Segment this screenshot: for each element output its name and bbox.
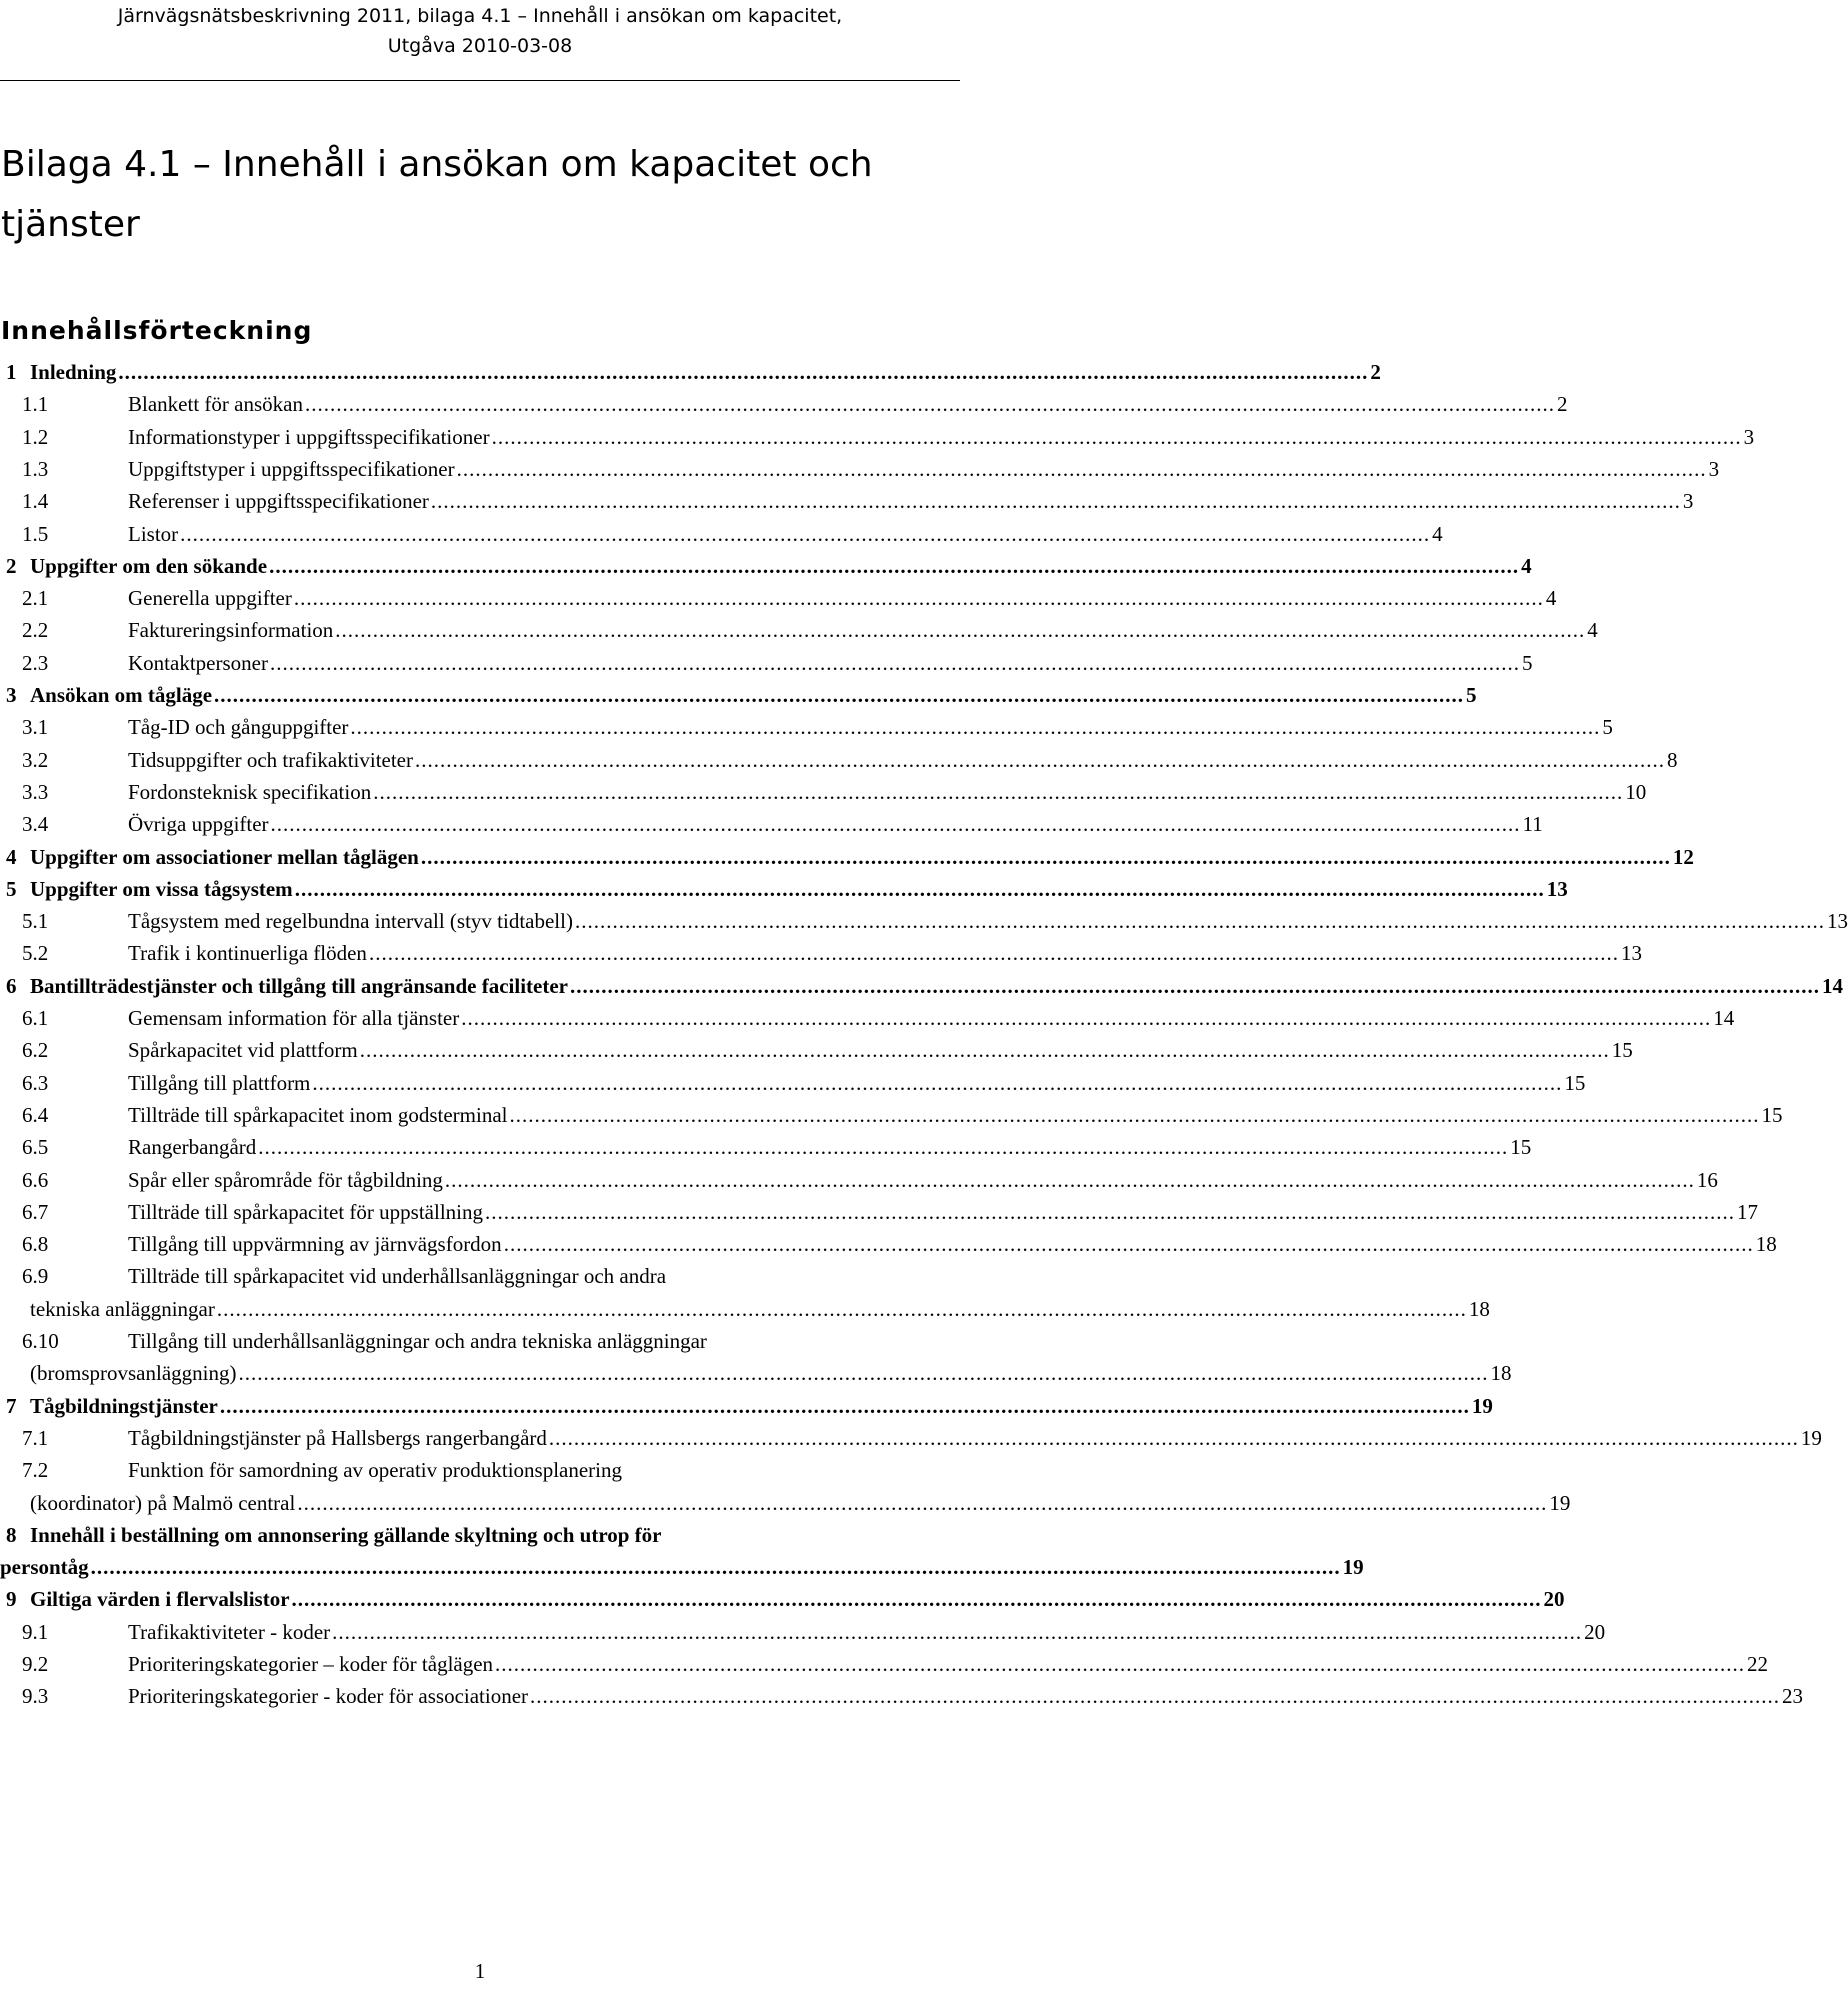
toc-entry-page: 13	[1546, 876, 1568, 901]
toc-dot-leader: ........................................................................................................................................................................................................	[219, 1393, 1470, 1418]
toc-entry-page: 14	[1821, 973, 1843, 998]
toc-entry-title: Tillträde till spårkapacitet vid underhållsanläggningar och andra	[128, 1264, 667, 1289]
toc-dot-leader: ........................................................................................................................................................................................................	[258, 1135, 1509, 1160]
toc-entry-number: 9.1	[22, 1619, 49, 1644]
toc-entry-page: 23	[1782, 1684, 1804, 1709]
toc-entry[interactable]	[0, 518, 1443, 550]
toc-entry[interactable]	[0, 776, 1647, 808]
toc-entry-page: 4	[1521, 553, 1532, 578]
toc-entry[interactable]	[0, 1680, 1804, 1712]
toc-entry-title: Referenser i uppgiftsspecifikationer	[128, 485, 431, 517]
toc-entry[interactable]	[0, 970, 1843, 1002]
toc-entry[interactable]	[0, 841, 1694, 873]
toc-entry-number: 6.7	[22, 1199, 49, 1224]
toc-entry-page: 13	[1826, 909, 1848, 934]
toc-entry-title-continued: (koordinator) på Malmö central	[30, 1487, 297, 1519]
toc-entry-page: 10	[1625, 779, 1647, 804]
toc-dot-leader: ........................................................................................................................................................................................................	[312, 1070, 1563, 1095]
toc-entry[interactable]	[0, 1164, 1718, 1196]
toc-dot-leader: ........................................................................................................................................................................................................	[430, 489, 1681, 514]
toc-entry-number: 2.1	[22, 586, 49, 611]
toc-entry[interactable]	[0, 485, 1694, 517]
page-number: 1	[474, 1959, 486, 1983]
toc-entry-title: Funktion för samordning av operativ produktionsplanering	[128, 1458, 623, 1483]
toc-entry-title: Fordonsteknisk specifikation	[128, 776, 373, 808]
toc-entry-page: 22	[1747, 1652, 1769, 1676]
toc-dot-leader: ........................................................................................................................................................................................................	[485, 1199, 1735, 1224]
toc-entry-number: 3.2	[22, 747, 49, 772]
toc-entry-number: 4	[6, 844, 17, 869]
toc-dot-leader: ........................................................................................................................................................................................................	[350, 715, 1601, 740]
toc-dot-leader: ........................................................................................................................................................................................................	[456, 456, 1707, 481]
toc-entry-number: 6.6	[22, 1167, 49, 1192]
toc-entry-page: 20	[1584, 1619, 1606, 1644]
toc-entry-title: Informationstyper i uppgiftsspecifikationer	[128, 421, 492, 453]
toc-dot-leader: ........................................................................................................................................................................................................	[293, 586, 1544, 611]
toc-entry[interactable]	[0, 1325, 960, 1357]
toc-dot-leader: ........................................................................................................................................................................................................	[332, 1619, 1583, 1644]
toc-dot-leader: ........................................................................................................................................................................................................	[444, 1167, 1695, 1192]
toc-entry-title: Tillgång till uppvärmning av järnvägsfordon	[128, 1228, 504, 1260]
toc-entry[interactable]	[0, 1422, 1822, 1454]
toc-entry-page: 3	[1682, 489, 1694, 514]
toc-entry-title: Prioriteringskategorier – koder för tåglägen	[128, 1648, 495, 1680]
header-line-2: Utgåva 2010-03-08	[387, 35, 573, 57]
toc-entry-page: 5	[1466, 683, 1477, 707]
toc-entry-title-continued: tekniska anläggningar	[30, 1293, 217, 1325]
toc-entry-page: 5	[1602, 715, 1613, 740]
toc-entry-title: Bantillträdestjänster och tillgång till angränsande faciliteter	[30, 970, 570, 1002]
toc-entry[interactable]	[0, 808, 1543, 840]
toc-entry-title-continued: persontåg	[0, 1551, 91, 1583]
toc-entry-page: 14	[1713, 1006, 1735, 1030]
toc-dot-leader: ........................................................................................................................................................................................................	[335, 618, 1586, 643]
toc-dot-leader: ........................................................................................................................................................................................................	[420, 844, 1671, 869]
toc-entry[interactable]	[0, 1454, 960, 1486]
toc-entry-title: Uppgiftstyper i uppgiftsspecifikationer	[128, 453, 457, 485]
toc-entry-title: Tillträde till spårkapacitet inom godsterminal	[128, 1099, 510, 1131]
toc-entry-title: Uppgifter om den sökande	[30, 550, 269, 582]
toc-entry-title: Spår eller spårområde för tågbildning	[128, 1164, 445, 1196]
toc-entry[interactable]	[0, 1583, 1565, 1615]
toc-entry[interactable]	[0, 582, 1557, 614]
toc-dot-leader: ........................................................................................................................................................................................................	[373, 779, 1624, 804]
toc-entry-title: Tidsuppgifter och trafikaktiviteter	[128, 744, 415, 776]
toc-entry-number: 6.2	[22, 1038, 49, 1063]
toc-entry-title: Inledning	[30, 356, 118, 388]
toc-entry-title: Tillgång till plattform	[128, 1067, 312, 1099]
toc-entry-number: 9	[6, 1587, 17, 1612]
toc-entry-page: 4	[1545, 586, 1557, 611]
toc-entry-title: Tågsystem med regelbundna intervall (styv tidtabell)	[128, 905, 575, 937]
toc-entry-number: 6.9	[22, 1264, 49, 1289]
toc-entry-number: 6	[6, 973, 17, 998]
toc-entry-title: Trafik i kontinuerliga flöden	[128, 937, 369, 969]
toc-dot-leader: ........................................................................................................................................................................................................	[415, 747, 1665, 772]
document-title: Bilaga 4.1 – Innehåll i ansökan om kapacitet och tjänster	[1, 144, 873, 245]
toc-entry[interactable]	[0, 421, 1755, 453]
toc-entry[interactable]	[0, 1260, 960, 1292]
toc-entry-page: 4	[1587, 618, 1598, 643]
toc-entry-page: 4	[1432, 521, 1443, 546]
toc-entry-title: Ansökan om tågläge	[30, 679, 214, 711]
toc-entry-number: 1.3	[22, 456, 49, 481]
toc-entry-page: 19	[1342, 1555, 1364, 1580]
toc-entry-title: Tåg-ID och gånguppgifter	[128, 711, 350, 743]
toc-entry-page: 5	[1521, 650, 1533, 675]
toc-entry[interactable]	[0, 1196, 1758, 1228]
toc-entry[interactable]	[0, 1099, 1783, 1131]
toc-dot-leader: ........................................................................................................................................................................................................	[574, 909, 1825, 934]
toc-entry-continuation[interactable]	[0, 1487, 1571, 1519]
toc-entry-number: 6.3	[22, 1070, 49, 1095]
toc-dot-leader: ........................................................................................................................................................................................................	[304, 392, 1555, 417]
toc-entry-title: Faktureringsinformation	[128, 614, 335, 646]
toc-entry-number: 2.2	[22, 618, 49, 643]
toc-dot-leader: ........................................................................................................................................................................................................	[530, 1684, 1781, 1709]
toc-dot-leader: ........................................................................................................................................................................................................	[269, 650, 1520, 675]
toc-entry-continuation[interactable]	[0, 1357, 1512, 1389]
toc-entry-page: 2	[1370, 360, 1381, 384]
toc-dot-leader: ........................................................................................................................................................................................................	[291, 1587, 1542, 1612]
toc-entry-title: Uppgifter om vissa tågsystem	[30, 873, 295, 905]
toc-entry-page: 17	[1737, 1199, 1758, 1224]
toc-entry-number: 6.1	[22, 1006, 49, 1030]
toc-entry-page: 15	[1761, 1102, 1783, 1127]
toc-entry-page: 12	[1672, 844, 1694, 869]
toc-entry-title: Trafikaktiviteter - koder	[128, 1616, 332, 1648]
toc-dot-leader: ........................................................................................................................................................................................................	[216, 1296, 1467, 1321]
toc-entry-page: 15	[1564, 1070, 1586, 1095]
toc-dot-leader: ........................................................................................................................................................................................................	[548, 1425, 1799, 1450]
toc-entry-number: 2.3	[22, 650, 49, 675]
toc-entry-title: Tillträde till spårkapacitet för uppställning	[128, 1196, 485, 1228]
toc-entry-number: 9.3	[22, 1684, 49, 1709]
header-line-1: Järnvägsnätsbeskrivning 2011, bilaga 4.1 – Innehåll i ansökan om kapacitet,	[117, 5, 843, 27]
toc-entry-title: Rangerbangård	[128, 1131, 258, 1163]
toc-entry[interactable]	[0, 937, 1642, 969]
toc-entry[interactable]	[0, 1067, 1586, 1099]
toc-entry-number: 1.1	[22, 392, 49, 417]
toc-entry-page: 19	[1800, 1425, 1822, 1450]
toc-dot-leader: ........................................................................................................................................................................................................	[180, 521, 1431, 546]
toc-entry-title: Gemensam information för alla tjänster	[128, 1002, 461, 1034]
toc-entry-number: 1.2	[22, 424, 49, 449]
toc-entry-number: 3	[6, 683, 17, 707]
toc-entry-continuation[interactable]	[0, 1293, 1490, 1325]
toc-entry-title: Tågbildningstjänster på Hallsbergs rangerbangård	[128, 1422, 549, 1454]
toc-dot-leader: ........................................................................................................................................................................................................	[509, 1102, 1760, 1127]
toc-entry-title-continued: (bromsprovsanläggning)	[30, 1357, 238, 1389]
toc-entry-page: 8	[1667, 747, 1678, 772]
toc-entry-number: 3.1	[22, 715, 49, 740]
toc-dot-leader: ........................................................................................................................................................................................................	[569, 973, 1820, 998]
toc-dot-leader: ........................................................................................................................................................................................................	[238, 1361, 1489, 1386]
toc-entry-page: 18	[1468, 1296, 1490, 1321]
toc-entry[interactable]	[0, 1131, 1532, 1163]
toc-entry-number: 7.1	[22, 1425, 49, 1450]
toc-entry-page: 3	[1708, 456, 1720, 481]
toc-entry-page: 3	[1743, 424, 1755, 449]
toc-entry[interactable]	[0, 1390, 1493, 1422]
toc-entry[interactable]	[0, 1616, 1606, 1648]
toc-entry-page: 2	[1556, 392, 1568, 417]
toc-entry-page: 15	[1510, 1135, 1532, 1160]
toc-entry-title: Generella uppgifter	[128, 582, 294, 614]
toc-entry[interactable]	[0, 1648, 1769, 1680]
toc-entry-title: Prioriteringskategorier - koder för associationer	[128, 1680, 530, 1712]
header-rule	[0, 80, 960, 81]
toc-entry-title: Blankett för ansökan	[128, 388, 305, 420]
toc-entry[interactable]	[0, 388, 1568, 420]
toc-dot-leader: ........................................................................................................................................................................................................	[461, 1006, 1712, 1030]
toc-dot-leader: ........................................................................................................................................................................................................	[270, 812, 1521, 837]
toc-dot-leader: ........................................................................................................................................................................................................	[214, 683, 1465, 707]
toc-entry-number: 8	[6, 1522, 17, 1547]
toc-entry[interactable]	[0, 356, 1381, 388]
toc-entry-page: 15	[1611, 1038, 1633, 1063]
toc-entry-page: 16	[1696, 1167, 1718, 1192]
toc-entry-title: Tågbildningstjänster	[30, 1390, 220, 1422]
toc-entry-number: 3.4	[22, 812, 49, 837]
toc-entry[interactable]	[0, 1519, 960, 1551]
toc-entry[interactable]	[0, 647, 1533, 679]
toc-entry[interactable]	[0, 550, 1532, 582]
toc-dot-leader: ........................................................................................................................................................................................................	[297, 1490, 1548, 1515]
toc-entry-title: Tillgång till underhållsanläggningar och andra tekniska anläggningar	[128, 1329, 707, 1353]
toc-entry-title: Spårkapacitet vid plattform	[128, 1034, 360, 1066]
toc-entry-number: 5.1	[22, 909, 49, 934]
toc-entry-title: Kontaktpersoner	[128, 647, 270, 679]
toc-entry-number: 6.4	[22, 1102, 49, 1127]
toc-entry[interactable]	[0, 614, 1598, 646]
toc-dot-leader: ........................................................................................................................................................................................................	[503, 1232, 1754, 1257]
toc-entry[interactable]	[0, 744, 1678, 776]
toc-dot-leader: ........................................................................................................................................................................................................	[368, 941, 1619, 966]
toc-entry-number: 2	[6, 553, 17, 578]
toc-entry-number: 3.3	[22, 779, 49, 804]
toc-entry-page: 18	[1755, 1232, 1777, 1257]
toc-dot-leader: ........................................................................................................................................................................................................	[491, 424, 1742, 449]
toc-entry-number: 6.10	[22, 1329, 59, 1353]
toc-entry-page: 19	[1549, 1490, 1571, 1515]
toc-dot-leader: ........................................................................................................................................................................................................	[495, 1652, 1746, 1676]
toc-entry-page: 19	[1471, 1393, 1493, 1418]
toc-entry[interactable]	[0, 1002, 1735, 1034]
toc-entry-title: Innehåll i beställning om annonsering gällande skyltning och utrop för	[30, 1522, 662, 1547]
toc-entry-page: 20	[1543, 1587, 1565, 1612]
toc-entry[interactable]	[0, 873, 1568, 905]
toc-entry-number: 9.2	[22, 1652, 49, 1676]
toc-entry[interactable]	[0, 711, 1613, 743]
toc-entry-number: 5.2	[22, 941, 49, 966]
toc-entry[interactable]	[0, 679, 1477, 711]
toc-entry-number: 7.2	[22, 1458, 49, 1483]
running-header	[0, 0, 960, 61]
toc-dot-leader: ........................................................................................................................................................................................................	[269, 553, 1520, 578]
toc-entry-number: 7	[6, 1393, 17, 1418]
toc-entry-number: 1	[6, 360, 17, 384]
toc-entry-page: 13	[1620, 941, 1642, 966]
toc-entry-title: Uppgifter om associationer mellan tåglägen	[30, 841, 421, 873]
toc-entry-title: Giltiga värden i flervalslistor	[30, 1583, 292, 1615]
toc-entry-number: 6.5	[22, 1135, 49, 1160]
toc-entry-number: 1.4	[22, 489, 49, 514]
toc-entry-number: 6.8	[22, 1232, 49, 1257]
toc-entry[interactable]	[0, 1228, 1777, 1260]
toc-entry-continuation[interactable]	[0, 1551, 1364, 1583]
toc-entry-title: Övriga uppgifter	[128, 808, 271, 840]
toc-entry-page: 11	[1522, 812, 1543, 837]
toc-entry-title: Listor	[128, 518, 180, 550]
toc-dot-leader: ........................................................................................................................................................................................................	[90, 1555, 1341, 1580]
toc-entry-page: 18	[1490, 1361, 1512, 1386]
toc-dot-leader: ........................................................................................................................................................................................................	[359, 1038, 1610, 1063]
toc-entry[interactable]	[0, 905, 1848, 937]
toc-entry-number: 5	[6, 876, 17, 901]
toc-entry-number: 1.5	[22, 521, 49, 546]
toc-dot-leader: ........................................................................................................................................................................................................	[118, 360, 1369, 384]
toc-heading: Innehållsförteckning	[1, 316, 313, 345]
toc-entry[interactable]	[0, 453, 1720, 485]
toc-dot-leader: ........................................................................................................................................................................................................	[294, 876, 1545, 901]
toc-entry[interactable]	[0, 1034, 1633, 1066]
